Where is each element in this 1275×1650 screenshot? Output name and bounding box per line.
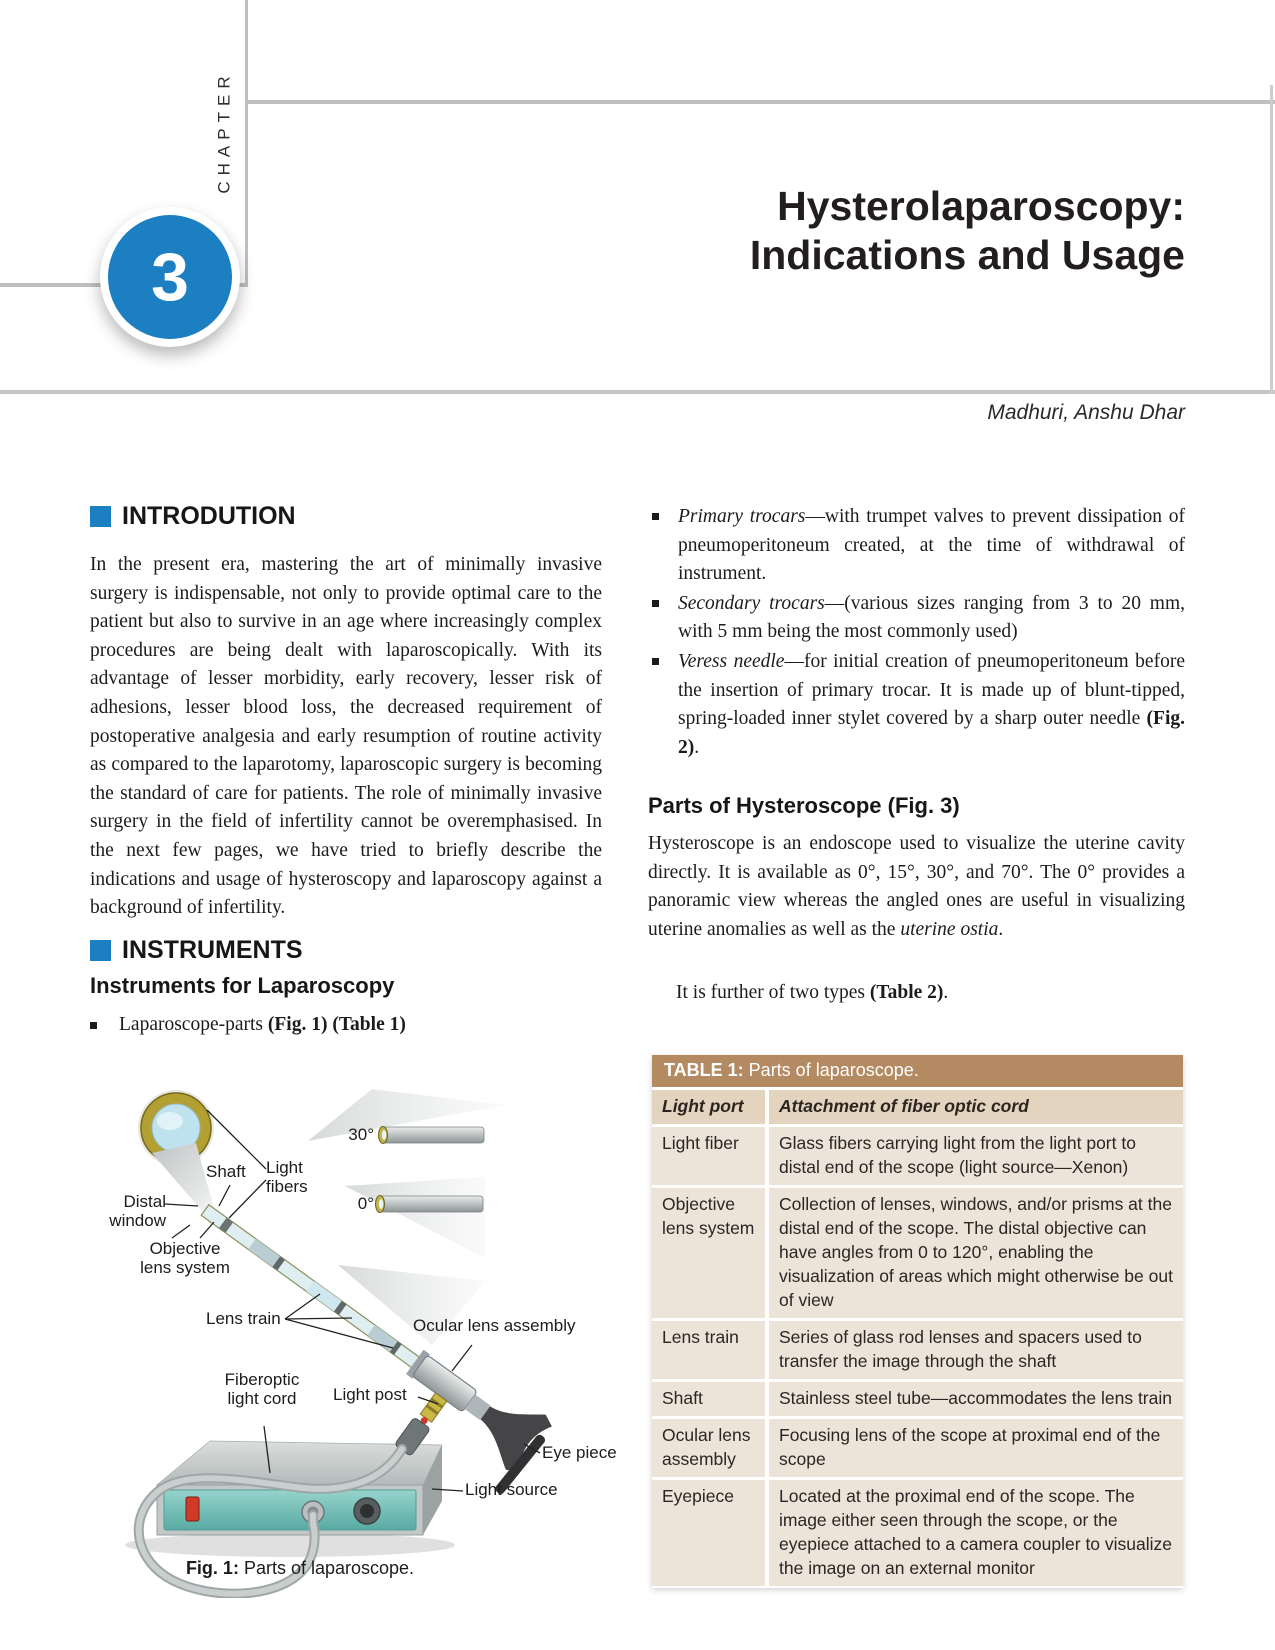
chapter-title-line1: Hysterolaparoscopy:	[777, 183, 1185, 229]
author-rule	[0, 390, 1275, 394]
section-marker-icon	[90, 506, 111, 527]
instruments-heading-text: INSTRUMENTS	[122, 936, 303, 964]
authors: Madhuri, Anshu Dhar	[987, 401, 1185, 424]
intro-heading-text: INTRODUTION	[122, 502, 296, 530]
label-light-fibers: Light fibers	[266, 1158, 308, 1196]
bullet-lead: Primary trocars	[678, 506, 806, 527]
table-row-desc: Located at the proximal end of the scope. The image either seen through the scope, or the eyepiece attached to a camera coupler to visualize the image on an external monitor	[769, 1480, 1183, 1586]
list-item: Veress needle—for initial creation of pneumoperitoneum before the insertion of primary trocar. It is made up of blunt-tipped, spring-loaded inner stylet covered by a sharp outer needle (Fig. 2).	[648, 648, 1185, 762]
frame-top-rule	[245, 100, 1275, 104]
uterine-ostia-italic: uterine ostia	[900, 918, 999, 940]
table2-reference: (Table 2)	[869, 982, 944, 1003]
chapter-title-line2: Indications and Usage	[749, 232, 1185, 278]
scope-tip-30	[379, 1127, 485, 1144]
table-row-desc: Stainless steel tube—accommodates the lens train	[769, 1382, 1183, 1416]
chapter-title	[750, 182, 1185, 280]
instruments-heading	[90, 936, 602, 965]
table-row-part: Light fiber	[652, 1127, 765, 1185]
laparoscope-parts-bullet	[90, 1011, 602, 1040]
power-switch	[186, 1497, 199, 1521]
ocular-lens-assembly-part	[406, 1350, 494, 1425]
bullet-icon	[652, 600, 659, 607]
table-1-title-bar: TABLE 1: Parts of laparoscope.	[652, 1055, 1183, 1087]
label-objective-lens-system: Objective lens system	[140, 1239, 230, 1277]
label-eye-piece: Eye piece	[542, 1443, 617, 1462]
fig1-reference: (Fig. 1)	[267, 1014, 328, 1035]
table-row-desc: Focusing lens of the scope at proximal end of the scope	[769, 1419, 1183, 1477]
table-1	[652, 1055, 1183, 1588]
table-row-part: Eyepiece	[652, 1480, 765, 1586]
bullet-icon	[90, 1022, 97, 1029]
bullet-icon	[652, 658, 659, 665]
intro-paragraph: In the present era, mastering the art of minimally invasive surgery is indispensable, not only to provide optimal care to the patient but also to survive in an age where increasingly complex procedures are being dealt with laparoscopically. With its advantage of lesser morbidity, early recovery, lesser risk of adhesions, lesser blood loss, the decreased requirement of postoperative analgesia and early resumption of routine activity as compared to the laparotomy, laparoscopic surgery is becoming the standard of care for patients. The role of minimally invasive surgery in the field of infertility cannot be overemphasised. In the next few pages, we have tried to briefly describe the indications and usage of hysteroscopy and laparoscopy against a background of infertility.	[90, 554, 602, 919]
hysteroscope-heading: Parts of Hysteroscope (Fig. 3)	[648, 793, 960, 818]
table-row-part: Lens train	[652, 1321, 765, 1379]
bullet-text: Laparoscope-parts	[119, 1014, 268, 1035]
chapter-number-badge	[100, 207, 240, 347]
chapter-number: 3	[108, 215, 232, 339]
two-types-sentence: It is further of two types (Table 2).	[676, 982, 949, 1003]
label-0-degrees: 0°	[357, 1194, 374, 1213]
frame-right-rule	[1270, 85, 1273, 394]
laparoscopy-subheading: Instruments for Laparoscopy	[90, 973, 395, 998]
table-1-body	[652, 1087, 1183, 1588]
label-light-post: Light post	[333, 1385, 407, 1404]
label-30-degrees: 30°	[348, 1125, 374, 1144]
bullet-icon	[652, 513, 659, 520]
bullet-lead: Veress needle	[678, 650, 785, 672]
table1-reference: (Table 1)	[332, 1014, 406, 1035]
hysteroscope-paragraph: Hysteroscope is an endoscope used to visualize the uterine cavity directly. It is available as 0°, 15°, 30°, and 70°. The 0° provides a panoramic view whereas the angled ones are useful in visualizing uterine anomalies as well as the uterine ostia.	[648, 833, 1185, 940]
bullet-lead: Secondary trocars	[678, 592, 825, 614]
label-light-source: Light source	[465, 1480, 558, 1499]
table-1-title-label: TABLE 1:	[664, 1060, 744, 1080]
light-source-box	[125, 1441, 455, 1557]
table-header-col1: Light port	[652, 1090, 765, 1124]
table-row-part: Shaft	[652, 1382, 765, 1416]
table-row-part: Ocular lens assembly	[652, 1419, 765, 1477]
chapter-word: CHAPTER	[214, 70, 234, 194]
scope-tip-0	[376, 1196, 484, 1213]
label-ocular-lens-assembly: Ocular lens assembly	[413, 1316, 576, 1335]
list-item: Secondary trocars—(various sizes ranging from 3 to 20 mm, with 5 mm being the most commonly used)	[648, 590, 1185, 647]
label-shaft: Shaft	[206, 1162, 246, 1181]
trocar-bullet-list	[648, 503, 1185, 763]
figure-caption-label: Fig. 1:	[185, 1558, 239, 1578]
frame-vertical-rule	[245, 0, 248, 287]
label-fiberoptic-light-cord: Fiberoptic light cord	[224, 1370, 300, 1408]
table-row-desc: Glass fibers carrying light from the light port to distal end of the scope (light source—Xenon)	[769, 1127, 1183, 1185]
figure-caption: Fig. 1: Parts of laparoscope.	[185, 1558, 415, 1578]
figure-1	[80, 1053, 617, 1598]
list-item: Primary trocars—with trumpet valves to prevent dissipation of pneumoperitoneum created, at the time of withdrawal of instrument.	[648, 503, 1185, 589]
table-row-desc: Series of glass rod lenses and spacers used to transfer the image through the shaft	[769, 1321, 1183, 1379]
label-lens-train: Lens train	[206, 1309, 281, 1328]
intro-heading	[90, 502, 602, 531]
table-row-desc: Collection of lenses, windows, and/or prisms at the distal end of the scope. The distal objective can have angles from 0 to 120°, enabling the visualization of areas which might otherwise be out of view	[769, 1188, 1183, 1318]
table-header-col2: Attachment of fiber optic cord	[769, 1090, 1183, 1124]
label-distal-window: Distal window	[109, 1192, 166, 1230]
table-row-part: Objective lens system	[652, 1188, 765, 1318]
fig2-reference: (Fig. 2)	[678, 708, 1185, 758]
section-marker-icon	[90, 940, 111, 961]
